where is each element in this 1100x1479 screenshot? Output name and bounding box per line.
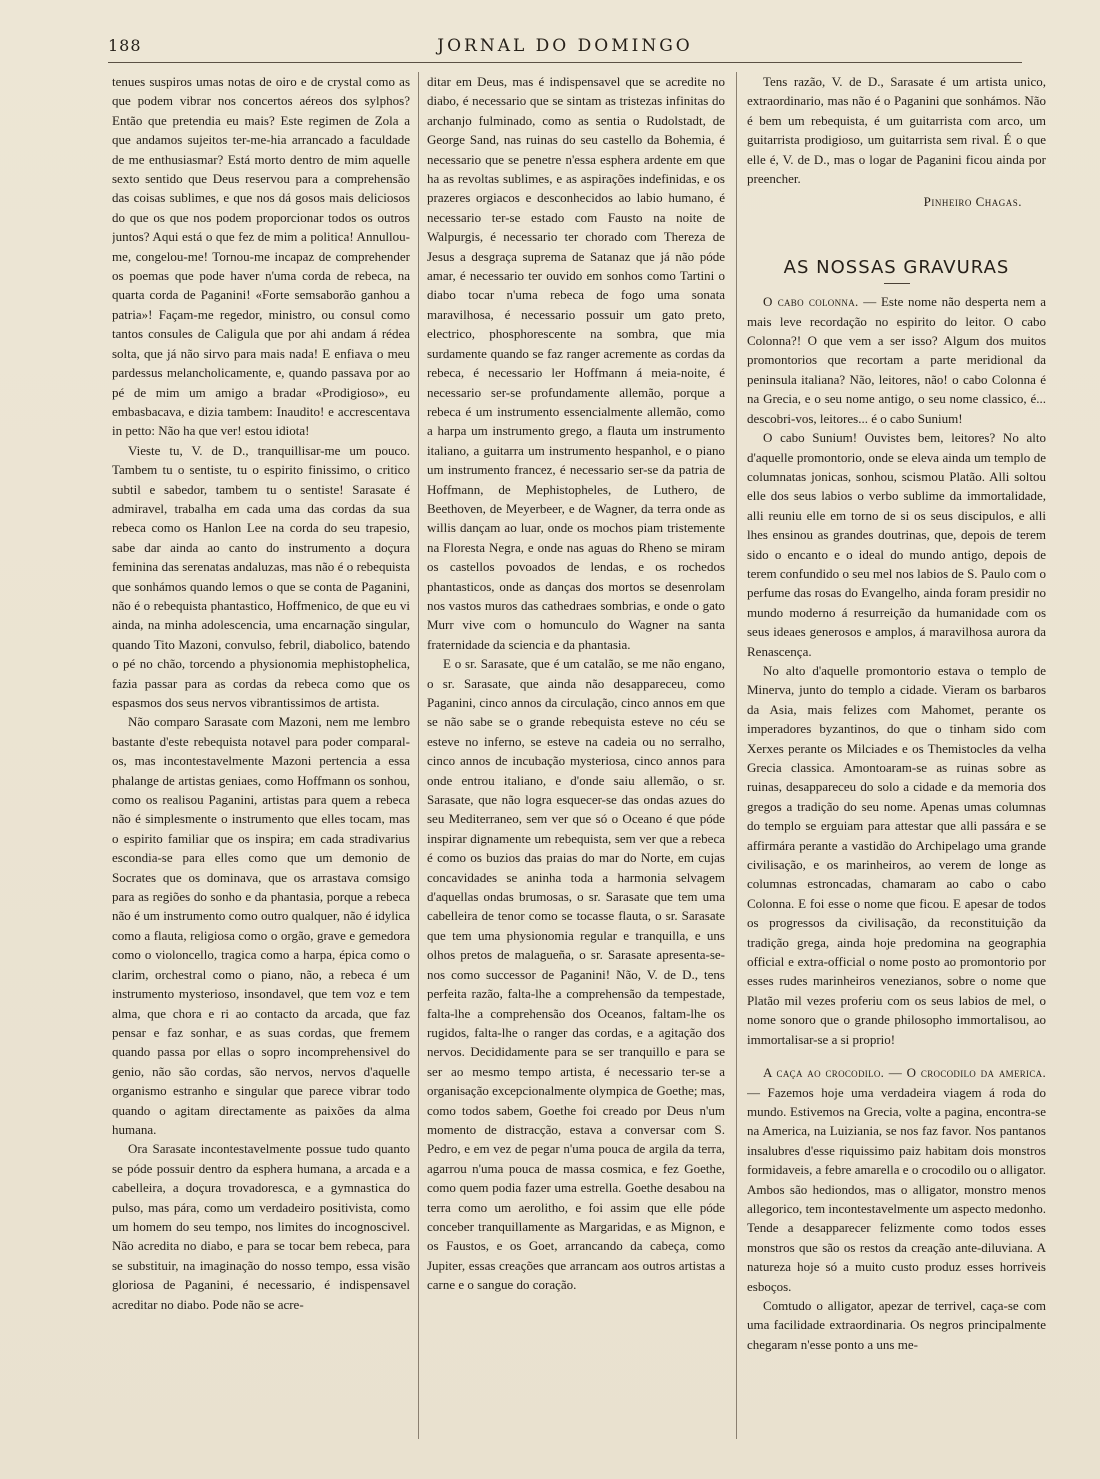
paragraph: tenues suspiros umas notas de oiro e de crystal como as que podem vibrar nos concertos aéreos dos sylphos? Então que pretendia eu mais? Este regimen de Zola a que andamos sujeitos ter-me-hia arrancado a faculdade de me enthusiasmar? Está morto dentro de mim aquelle sexto sentido que Deus reservou para a comprehensão das coisas sublimes, e que nos dá gosos mais deliciosos do que os que nos podem proporcionar todos os outros juntos? Aqui está o que fez de mim a politica! Annullou-me, congelou-me! Tornou-me incapaz de comprehender os poemas que pode haver n'uma corda de rebeca, na quarta corda de Paganini! «Forte semsaborão ganhou a patria»! Façam-me regedor, ministro, ou consul como tantos consules de Caligula que por ahi andam á rédea solta, que já não sirvo para mais nada! E enfiava o meu pardessus melancholicamente, e, quando passava por ao pé de mim um amigo a bradar «Prodigioso», eu embasbacava, e dizia tambem: Inaudito! e accrescentava in petto: Não ha que ver! estou idiota! — [112, 74, 410, 439]
column-divider — [736, 72, 737, 1439]
author-signature: Pinheiro Chagas. — [923, 194, 1022, 210]
column-1 — [112, 72, 410, 1445]
paragraph: No alto d'aquelle promontorio estava o templo de Minerva, junto do templo a cidade. Vieram os barbaros da Asia, mais felizes com Mahomet, perante os imperadores byzantinos, do que o tinham sido com Xerxes perante os Milciades e os Themistocles da velha Grecia classica. Amontoaram-se as ruinas sobre as ruinas, desappareceu do solo a cidade e da memoria dos gregos a tradição do seu nome. Apenas umas columnas do templo se erguiam para attestar que alli passára e se affirmára perante a vastidão do Archipelago uma grande civilisação, e os marinheiros, ao verem de longe as columnas estroncadas, chamaram ao cabo o cabo Colonna. E foi esse o nome que ficou. E apesar de todos os progressos da civilisação, da reconstituição da tradição grega, ainda hoje predomina na geographia official e extra-official o nome posto ao promontorio por esses rudes marinheiros venezianos, sobre o nome que Platão mil vezes proferiu com os seus labios de mel, o nome sonoro que o grande philosopho immortalisou, ao immortalisar-se a si proprio! — [747, 662, 1046, 1047]
spacer — [747, 1049, 1046, 1063]
column-3 — [747, 72, 1046, 1445]
article-crocodilo — [747, 1063, 1046, 1296]
article-text: — Fazemos hoje uma verdadeira viagem á roda do mundo. Estivemos na Grecia, volte a pagina, encontra-se na America, na Luiziania, se nos faz favor. Nos pantanos insalubres d'esse riquissimo paiz habitam dois monstros formidaveis, a febre amarella e o crocodilo ou o alligator. Ambos são hediondos, mas o alligator, monstro menos allegorico, tem incontestavelmente um aspecto medonho. Tende a desapparecer felizmente como todos esses monstros que são os restos da creação ante-diluviana. A natureza hoje só a muito custo produz esses horriveis esboços. — [747, 1084, 1046, 1294]
paragraph: Não comparo Sarasate com Mazoni, nem me lembro bastante d'este rebequista notavel para poder comparal-os, mas incontestavelmente Mazoni pertencia a essa phalange de artistas geniaes, como Hoffmann os sonhou, como os realisou Paganini, artistas para quem a rebeca não é simplesmente o instrumento que elles tocam, mas o espirito familiar que os inspira; em cada stradivarius escondia-se para elles como que um demonio de Socrates que os dominava, que os arrastava comsigo para as regiões do sonho e da phantasia, porque a rebeca não é um instrumento como outro qualquer, não é idylica como a flauta, religiosa como o orgão, grave e gemedora como o violoncello, tragica como a harpa, épica como o clarim, orchestral como o piano, não, a rebeca é um instrumento mysterioso, insondavel, que tem voz e tem alma, que chora e ri ao contacto da arcada, que faz pensar e faz sonhar, e as suas cordas, que fremem quando passa por ellas o sopro incomprehensivel do genio, não são cordas, são nervos, nervos d'aquelle organismo estranho e singular que parece vibrar todo quando o agitam directamente as paixões da alma humana. — [112, 714, 410, 1137]
paragraph: ditar em Deus, mas é indispensavel que se acredite no diabo, é necessario que se sintam as tristezas infinitas do archanjo fulminado, como as sentia o Rudolstadt, de George Sand, nas ruinas do seu castello da Bohemia, é necessario que se penetre n'essa esphera ardente em que ha as revoltas sublimes, e as aspirações indefinidas, e os prazeres orgiacos e desconhecidos ao labio humano, é necessario ter-se estado com Fausto na noite de Walpurgis, é necessario ter chorado com Thereza de Jesus a desgraça suprema de Satanaz que já não póde amar, é necessario ter ouvido em sonhos como Tartini o diabo tocar n'uma rebeca de fogo uma sonata maravilhosa, é necessario possuir um gato preto, electrico, phosphorescente na sombra, que mia surdamente quando se faz ranger acremente as cordas da rebeca, é necessario ler Hoffmann á meia-noite, é necessario ser-se profundamente allemão, porque a rebeca é um instrumento essencialmente allemão, como a harpa um instrumento grego, a flauta um instrumento italiano, a guitarra um instrumento hespanhol, e o piano um instrumento francez, é necessario ser-se da patria de Hoffmann, de Mephistopheles, de Luthero, de Beethoven, de Meyerbeer, e de Wagner, da terra onde as willis dançam ao luar, onde os mochos piam tristemente na Floresta Negra, e onde nas aguas do Rheno se miram os castellos povoados de lendas, e os rochedos phantasticos, onde as danças dos mortos se desenrolam nos vastos muros das cathedraes sombrias, e onde o gato Murr vive com o homunculo do Wagner na santa fraternidade da sciencia e da phantasia. — [427, 74, 725, 652]
column-2 — [427, 72, 725, 1445]
paragraph: Vieste tu, V. de D., tranquillisar-me um pouco. Tambem tu o sentiste, tu o espirito finissimo, o critico subtil e sabedor, tambem tu o sentiste! Sarasate é admiravel, trabalha em cada uma das cordas da sua rebeca como os Hanlon Lee na corda do seu trapesio, sabe dar ainda ao canto do instrumento a doçura feminina das serenatas andaluzas, mas não é o rebequista que sonhámos quando lemos o que se conta de Paganini, não é o rebequista phantastico, Hoffmenico, de que eu vi ainda, na minha adolescencia, uma encarnação singular, quando Tito Mazoni, convulso, febril, diabolico, batendo o pé no chão, torcendo a physionomia mephistophelica, fazia passar para as cordas da rebeca como que os espasmos dos seus nervos vibrantissimos de artista. — [112, 442, 410, 710]
title-divider — [884, 283, 910, 284]
journal-title: JORNAL DO DOMINGO — [437, 36, 693, 56]
header-rule — [108, 62, 1022, 63]
page-number: 188 — [108, 36, 142, 55]
article-text: — Este nome não desperta nem a mais leve recordação no espirito do leitor. O cabo Colonna?! O que vem a ser isso? Algum dos muitos promontorios que recortam a parte meridional da peninsula italiana? Não, leitores, não! o cabo Colonna é na Grecia, e o seu nome antigo, o seu nome classico, é... descobri-vos, leitores... é o cabo Sunium! — [747, 294, 1046, 426]
article-lead: O cabo colonna. — [763, 294, 859, 310]
paragraph: Comtudo o alligator, apezar de terrivel, caça-se com uma facilidade extraordinaria. Os negros principalmente chegaram n'esse ponto a uns me- — [747, 1297, 1046, 1352]
paragraph: E o sr. Sarasate, que é um catalão, se me não engano, o sr. Sarasate, que ainda não desappareceu, como Paganini, cinco annos da circulação, cinco annos em que se não sabe se o grande rebequista esteve no céu se esteve no inferno, se esteve na cadeia ou no serralho, cinco annos de incubação mysteriosa, cinco annos para onde entrou italiano, e d'onde saiu allemão, o sr. Sarasate, que não logra esquecer-se das ondas azues do seu Mediterraneo, sem ver que só o Oceano é que póde inspirar dignamente um rebequista, sem ver que a rebeca é como os buzios das praias do mar do Norte, em cujas concavidades se aninha toda a harmonia selvagem d'aquellas ondas brumosas, o sr. Sarasate que tem uma cabelleira de tenor como se tocasse flauta, o sr. Sarasate que tem uma physionomia regular e tranquilla, e uns olhos pretos de malagueña, o sr. Sarasate apresenta-se-nos como successor de Paganini! Não, V. de D., tens perfeita razão, falta-lhe a comprehensão da tempestade, falta-lhe a comprehensão dos Oceanos, faltam-lhe os rugidos, falta-lhe o ranger das cordas, e a agitação dos nervos. Decididamente para se ser tranquillo e para se ser ao mesmo tempo artista, é necessario ter-se a organisação excepcionalmente olympica de Goethe; mas, como todos sabem, Goethe foi creado por Deus n'um momento de distracção, estava a conversar com S. Pedro, e em vez de pegar n'uma pouca de argila da terra, agarrou n'uma pouca de massa cosmica, e fez Goethe, como quem podia fazer uma estrella. Goethe desabou na terra como um aerolitho, e foi assim que elle póde conceber tranquillamente as Margaridas, e as Mignon, e os Faustos, e os Goet, arrancando da cabeça, como Jupiter, essas creações que arrancam aos outros artistas a carne e o sangue do coração. — [427, 656, 725, 1293]
paragraph: Tens razão, V. de D., Sarasate é um artista unico, extraordinario, mas não é o Paganini que sonhámos. Não é bem um rebequista, é um guitarrista com arco, um guitarrista prodigioso, um guitarrista sem rival. É o que elle é, V. de D., mas o logar de Paganini ficou ainda por preencher. — [747, 74, 1046, 187]
article-lead: A caça ao crocodilo. — O crocodilo da america. — [763, 1065, 1046, 1081]
article-cabo-colonna — [747, 292, 1046, 428]
page-header — [108, 36, 1022, 60]
section-title: AS NOSSAS GRAVURAS — [783, 256, 1010, 278]
paragraph: O cabo Sunium! Ouvistes bem, leitores? No alto d'aquelle promontorio, onde se eleva ainda um templo de columnatas jonicas, sonhou, scismou Platão. Alli soltou elle dos seus labios o verbo sublime da immortalidade, alli reuniu elle em torno de si os seus discipulos, e alli lhes ensinou as grandes doutrinas, que, depois de terem sido o encanto e o ideal do mundo antigo, depois de terem confundido o seu mel nos labios de S. Paulo com o perfume das rosas do Evangelho, ainda foram presidir no mundo moderno á resurreição da humanidade com os seus ideaes generosos e amplos, á maravilhosa aurora da Renascença. — [747, 430, 1046, 659]
paragraph: Ora Sarasate incontestavelmente possue tudo quanto se póde possuir dentro da esphera humana, a arcada e a cabelleira, a doçura trovadoresca, e a gymnastica do pulso, mas pára, como um verdadeiro positivista, como um homem do seu tempo, nos limites do incognoscivel. Não acredita no diabo, e para se tocar bem rebeca, para se substituir, na imaginação do nosso tempo, essa visão gloriosa de Paganini, é necessario, é indispensavel acreditar no diabo. Pode não se acre- — [112, 1141, 410, 1312]
column-divider — [418, 72, 419, 1439]
